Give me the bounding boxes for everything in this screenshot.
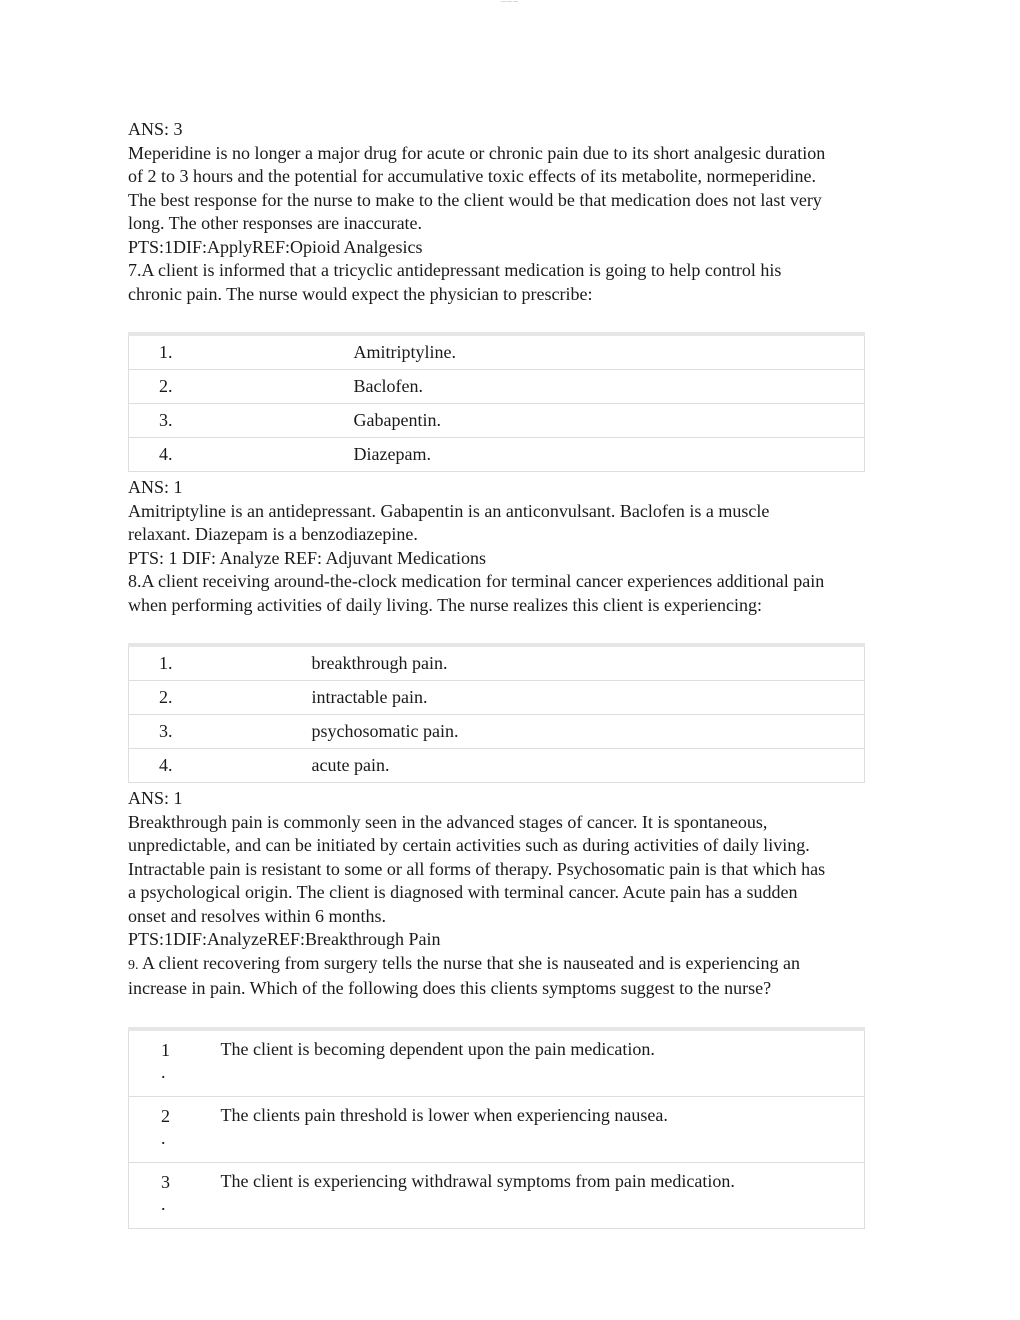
option-text: The client is becoming dependent upon the pain medication. [221, 1029, 865, 1097]
q8-rationale-line: unpredictable, and can be initiated by certain activities such as during activities of daily living. [128, 835, 810, 855]
option-row [129, 645, 865, 681]
option-row [129, 681, 865, 715]
option-row [129, 370, 865, 404]
q8-rationale-line: a psychological origin. The client is diagnosed with terminal cancer. Acute pain has a sudden [128, 882, 798, 902]
option-number: 1 [161, 1039, 170, 1060]
option-number-cell [129, 1096, 221, 1162]
option-number-cell [129, 1029, 221, 1097]
q6-answer: ANS: 3 [128, 119, 183, 139]
q8-stem-line: 8.A client receiving around-the-clock medication for terminal cancer experiences additional pain [128, 571, 825, 591]
q9-options-table [128, 1027, 865, 1229]
option-number: 3. [129, 404, 354, 438]
q6-rationale-line: Meperidine is no longer a major drug for acute or chronic pain due to its short analgesic duration [128, 142, 826, 163]
q8-rationale-line: Breakthrough pain is commonly seen in the advanced stages of cancer. It is spontaneous, [128, 811, 768, 832]
option-text: acute pain. [312, 749, 865, 783]
page-header-mark [0, 0, 1020, 3]
option-row [129, 1162, 865, 1228]
q9-number: 9. [128, 957, 139, 973]
option-number: 1. [129, 334, 354, 370]
q6-rationale-line: The best response for the nurse to make to the client would be that medication does not last very [128, 189, 822, 210]
option-number: 4. [129, 438, 354, 472]
q9-stem-text: A client recovering from surgery tells the nurse that she is nauseated and is experiencing an [138, 952, 800, 973]
q6-rationale-line: long. The other responses are inaccurate. [128, 213, 423, 233]
q7-stem-line: 7.A client is informed that a tricyclic antidepressant medication is going to help control his [128, 260, 782, 280]
option-text: intractable pain. [312, 681, 865, 715]
option-row [129, 438, 865, 472]
option-number: 2. [129, 681, 312, 715]
q8-answer: ANS: 1 [128, 788, 183, 808]
option-number: 2. [129, 370, 354, 404]
q8-rationale-line: onset and resolves within 6 months. [128, 905, 386, 926]
option-row [129, 1029, 865, 1097]
q7-meta: PTS: 1 DIF: Analyze REF: Adjuvant Medications [128, 547, 486, 568]
q8-stem-line: when performing activities of daily living. The nurse realizes this client is experiencing: [128, 594, 762, 615]
option-number-cell [129, 1162, 221, 1228]
option-text: Gabapentin. [354, 404, 865, 438]
option-text: Baclofen. [354, 370, 865, 404]
q8-rationale-line: Intractable pain is resistant to some or all forms of therapy. Psychosomatic pain is that which has [128, 858, 826, 879]
q8-options-table [128, 643, 865, 783]
q6-rationale-line: of 2 to 3 hours and the potential for accumulative toxic effects of its metabolite, normeperidine. [128, 166, 816, 186]
q8-meta: PTS:1DIF:AnalyzeREF:Breakthrough Pain [128, 929, 441, 949]
option-text: Diazepam. [354, 438, 865, 472]
document-page [128, 118, 873, 1233]
option-number-dot: . [161, 1193, 166, 1214]
option-row [129, 749, 865, 783]
q7-stem-line: chronic pain. The nurse would expect the physician to prescribe: [128, 283, 593, 304]
q7-options-table [128, 332, 865, 472]
option-text: The client is experiencing withdrawal symptoms from pain medication. [221, 1162, 865, 1228]
q7-rationale-line: relaxant. Diazepam is a benzodiazepine. [128, 524, 418, 544]
option-number: 3 [161, 1171, 170, 1192]
q7-answer: ANS: 1 [128, 477, 183, 497]
option-row [129, 715, 865, 749]
option-row [129, 404, 865, 438]
option-number: 2 [161, 1105, 170, 1126]
option-number: 1. [129, 645, 312, 681]
q9-stem-line: increase in pain. Which of the following does this clients symptoms suggest to the nurse? [128, 978, 772, 998]
option-number: 3. [129, 715, 312, 749]
q6-meta: PTS:1DIF:ApplyREF:Opioid Analgesics [128, 236, 423, 257]
option-row [129, 1096, 865, 1162]
option-number-dot: . [161, 1127, 166, 1148]
option-text: Amitriptyline. [354, 334, 865, 370]
option-text: The clients pain threshold is lower when experiencing nausea. [221, 1096, 865, 1162]
option-number: 4. [129, 749, 312, 783]
option-row [129, 334, 865, 370]
q9-stem-line [128, 952, 873, 978]
option-text: breakthrough pain. [312, 645, 865, 681]
option-number-dot: . [161, 1061, 166, 1082]
q7-rationale-line: Amitriptyline is an antidepressant. Gabapentin is an anticonvulsant. Baclofen is a muscle [128, 500, 770, 521]
option-text: psychosomatic pain. [312, 715, 865, 749]
